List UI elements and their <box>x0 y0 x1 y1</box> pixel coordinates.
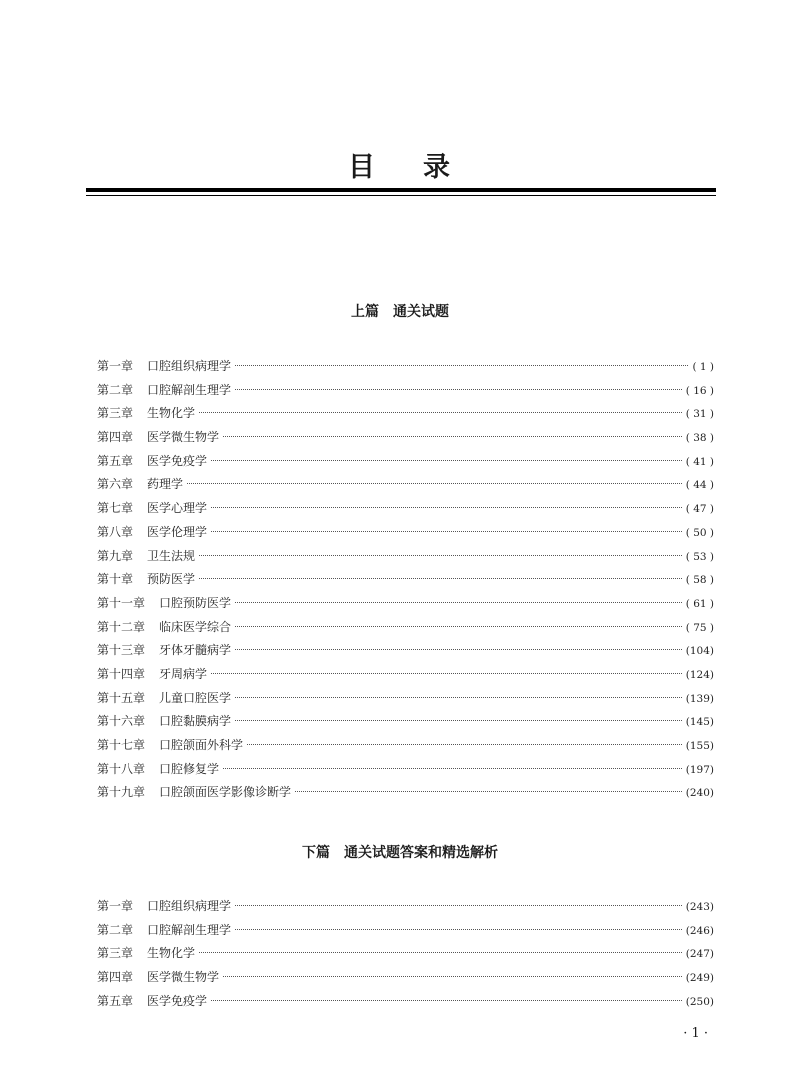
toc-entry[interactable] <box>97 966 714 990</box>
chapter-title: 口腔组织病理学 <box>147 359 232 373</box>
dot-leader <box>235 697 682 698</box>
dot-leader <box>211 1000 682 1001</box>
chapter-title: 药理学 <box>147 477 184 492</box>
page-reference: ( 16 ) <box>685 384 714 397</box>
page-title <box>0 148 800 188</box>
section-name: 通关试题 <box>393 304 449 320</box>
page-reference: (250) <box>685 995 714 1008</box>
title-char-right: 录 <box>423 152 452 183</box>
chapter-number: 第二章 <box>97 382 134 397</box>
page-reference: ( 1 ) <box>692 361 714 373</box>
chapter-number: 第四章 <box>97 970 134 985</box>
toc-list-lower <box>97 895 714 1013</box>
chapter-number: 第四章 <box>97 430 134 445</box>
dot-leader <box>223 976 682 977</box>
chapter-title: 儿童口腔医学 <box>159 690 232 705</box>
toc-entry[interactable] <box>97 895 714 919</box>
dot-leader <box>295 791 682 792</box>
chapter-title: 口腔修复学 <box>159 761 220 776</box>
chapter-number: 第十章 <box>97 572 134 587</box>
chapter-title: 口腔颌面外科学 <box>159 738 244 752</box>
page-reference: (246) <box>685 924 714 937</box>
page-reference: ( 47 ) <box>685 503 714 516</box>
chapter-number: 第十三章 <box>97 643 146 658</box>
page-reference: ( 31 ) <box>685 408 714 421</box>
chapter-title: 牙体牙髓病学 <box>159 643 232 658</box>
dot-leader <box>211 460 682 461</box>
chapter-number: 第十八章 <box>97 761 146 776</box>
toc-entry[interactable] <box>97 687 714 711</box>
chapter-title: 临床医学综合 <box>159 619 232 634</box>
chapter-title: 生物化学 <box>147 946 196 961</box>
section-part-label: 下篇 <box>302 845 330 861</box>
toc-entry[interactable] <box>97 734 714 758</box>
chapter-number: 第一章 <box>97 359 134 373</box>
dot-leader <box>199 412 682 413</box>
dot-leader <box>211 531 682 532</box>
page-reference: ( 75 ) <box>685 621 714 634</box>
chapter-number: 第七章 <box>97 501 134 516</box>
page-reference: ( 41 ) <box>685 455 714 468</box>
chapter-title: 卫生法规 <box>147 548 196 563</box>
section-part-label: 上篇 <box>351 304 379 320</box>
toc-entry[interactable] <box>97 450 714 474</box>
page-reference: ( 44 ) <box>685 479 714 492</box>
chapter-number: 第十五章 <box>97 690 146 705</box>
toc-entry[interactable] <box>97 990 714 1014</box>
chapter-title: 口腔颌面医学影像诊断学 <box>159 785 292 800</box>
chapter-number: 第三章 <box>97 406 134 421</box>
page-reference: ( 50 ) <box>685 526 714 539</box>
chapter-title: 生物化学 <box>147 406 196 421</box>
chapter-title: 医学免疫学 <box>147 993 208 1008</box>
page-reference: (247) <box>685 948 714 961</box>
chapter-number: 第十七章 <box>97 738 146 752</box>
page-reference: (249) <box>685 972 714 985</box>
toc-entry[interactable] <box>97 616 714 640</box>
chapter-number: 第五章 <box>97 993 134 1008</box>
toc-entry[interactable] <box>97 473 714 497</box>
chapter-number: 第六章 <box>97 477 134 492</box>
chapter-title: 医学微生物学 <box>147 970 220 985</box>
toc-entry[interactable] <box>97 663 714 687</box>
page-reference: ( 58 ) <box>685 574 714 587</box>
toc-entry[interactable] <box>97 758 714 782</box>
chapter-number: 第十一章 <box>97 595 146 610</box>
chapter-number: 第五章 <box>97 453 134 468</box>
dot-leader <box>223 768 682 769</box>
page-reference: (124) <box>685 668 714 681</box>
page-number: · 1 · <box>683 1026 708 1041</box>
chapter-title: 医学微生物学 <box>147 430 220 445</box>
page-reference: ( 53 ) <box>685 550 714 563</box>
toc-list-upper <box>97 355 714 805</box>
toc-entry[interactable] <box>97 568 714 592</box>
chapter-title: 口腔组织病理学 <box>147 899 232 913</box>
chapter-number: 第九章 <box>97 548 134 563</box>
page-reference: (155) <box>685 740 714 752</box>
dot-leader <box>235 649 682 650</box>
page-reference: (197) <box>685 763 714 776</box>
dot-leader <box>235 929 682 930</box>
toc-entry[interactable] <box>97 781 714 805</box>
toc-entry[interactable] <box>97 426 714 450</box>
page-reference: (145) <box>685 716 714 729</box>
dot-leader <box>247 744 682 745</box>
toc-entry[interactable] <box>97 919 714 943</box>
title-rule-thin <box>86 195 716 196</box>
chapter-number: 第八章 <box>97 524 134 539</box>
chapter-title: 牙周病学 <box>159 666 208 681</box>
dot-leader <box>235 626 682 627</box>
toc-entry[interactable] <box>97 355 714 379</box>
page-reference: (243) <box>685 901 714 913</box>
toc-entry[interactable] <box>97 942 714 966</box>
chapter-title: 口腔预防医学 <box>159 595 232 610</box>
toc-entry[interactable] <box>97 639 714 663</box>
title-rule-thick <box>86 188 716 192</box>
dot-leader <box>235 602 682 603</box>
chapter-number: 第二章 <box>97 922 134 937</box>
chapter-number: 第十二章 <box>97 619 146 634</box>
chapter-title: 医学伦理学 <box>147 524 208 539</box>
toc-entry[interactable] <box>97 545 714 569</box>
chapter-number: 第十四章 <box>97 666 146 681</box>
page-reference: (240) <box>685 787 714 800</box>
toc-entry[interactable] <box>97 592 714 616</box>
dot-leader <box>235 720 682 721</box>
chapter-title: 医学免疫学 <box>147 453 208 468</box>
page-reference: (104) <box>685 645 714 658</box>
dot-leader <box>235 365 688 366</box>
title-char-left: 目 <box>348 152 377 183</box>
toc-entry[interactable] <box>97 379 714 403</box>
toc-entry[interactable] <box>97 521 714 545</box>
section-name: 通关试题答案和精选解析 <box>344 845 498 861</box>
chapter-number: 第一章 <box>97 899 134 913</box>
chapter-number: 第十九章 <box>97 785 146 800</box>
chapter-number: 第三章 <box>97 946 134 961</box>
chapter-number: 第十六章 <box>97 714 146 729</box>
dot-leader <box>199 578 682 579</box>
dot-leader <box>211 507 682 508</box>
chapter-title: 口腔解剖生理学 <box>147 382 232 397</box>
page-reference: ( 61 ) <box>685 597 714 610</box>
toc-entry[interactable] <box>97 402 714 426</box>
chapter-title: 口腔黏膜病学 <box>159 714 232 729</box>
chapter-title: 预防医学 <box>147 572 196 587</box>
page-reference: ( 38 ) <box>685 432 714 445</box>
dot-leader <box>235 389 682 390</box>
chapter-title: 口腔解剖生理学 <box>147 922 232 937</box>
chapter-title: 医学心理学 <box>147 501 208 516</box>
dot-leader <box>211 673 682 674</box>
section-heading-lower <box>0 843 800 863</box>
dot-leader <box>223 436 682 437</box>
page-reference: (139) <box>685 692 714 705</box>
toc-entry[interactable] <box>97 710 714 734</box>
dot-leader <box>199 952 682 953</box>
toc-entry[interactable] <box>97 497 714 521</box>
dot-leader <box>187 483 682 484</box>
dot-leader <box>235 905 682 906</box>
section-heading-upper <box>0 302 800 322</box>
dot-leader <box>199 555 682 556</box>
